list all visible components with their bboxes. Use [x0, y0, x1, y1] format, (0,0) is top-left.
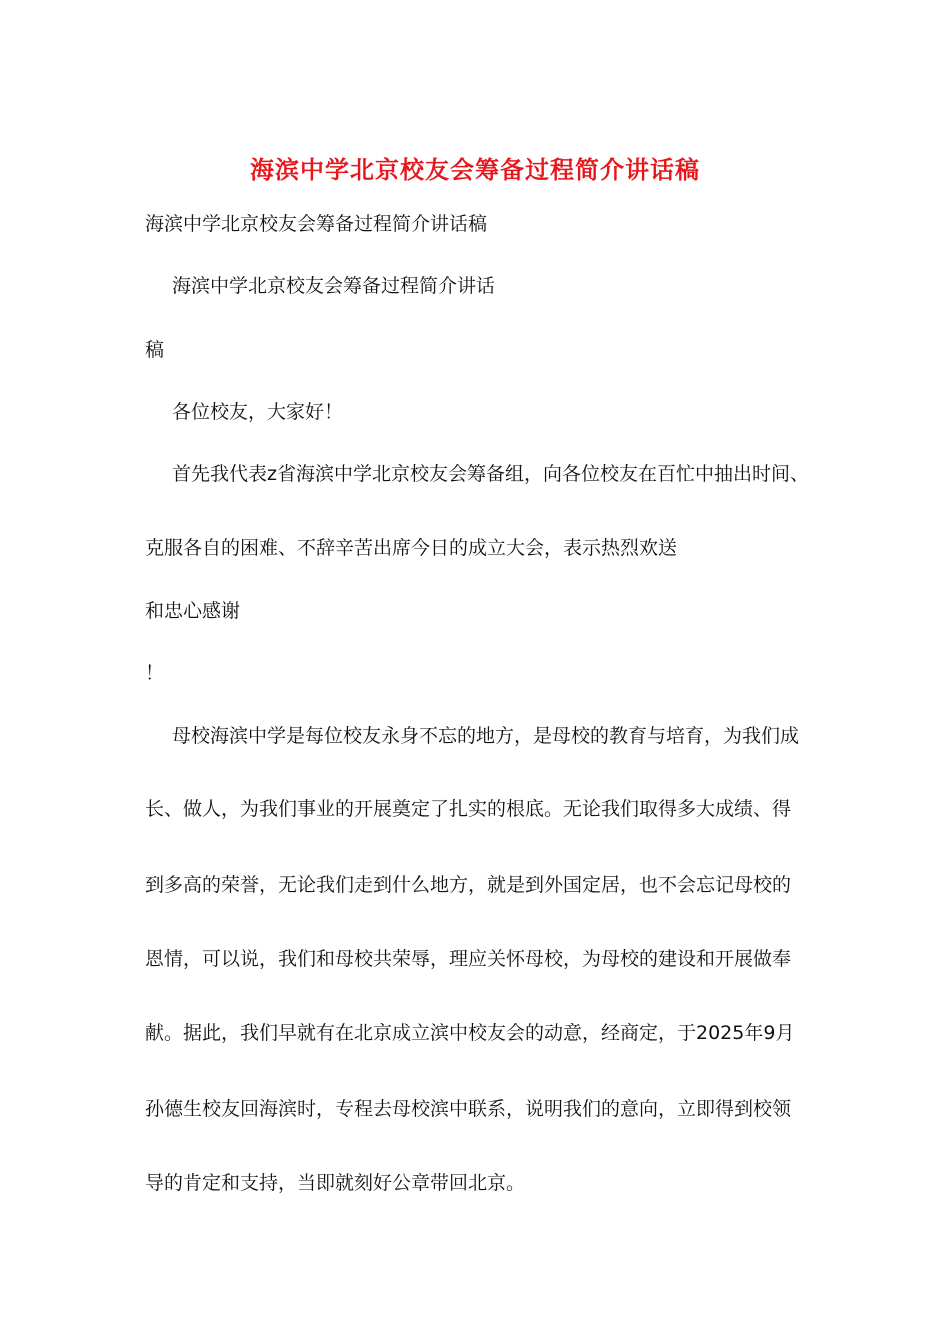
- paragraph-line: 长、做人，为我们事业的开展奠定了扎实的根底。无论我们取得多大成绩、得: [145, 798, 792, 820]
- paragraph-line: 海滨中学北京校友会筹备过程简介讲话: [172, 275, 496, 297]
- paragraph-line: ！: [145, 662, 165, 684]
- paragraph-line: 和忠心感谢: [145, 600, 241, 622]
- paragraph-line: 克服各自的困难、不辞辛苦出席今日的成立大会，表示热烈欢送: [145, 537, 678, 559]
- subtitle-line: 海滨中学北京校友会筹备过程简介讲话稿: [145, 213, 488, 235]
- paragraph-line: 导的肯定和支持，当即就刻好公章带回北京。: [145, 1172, 526, 1194]
- paragraph-line: 到多高的荣誉，无论我们走到什么地方，就是到外国定居，也不会忘记母校的: [145, 874, 792, 896]
- paragraph-line: 母校海滨中学是每位校友永身不忘的地方，是母校的教育与培育，为我们成: [172, 725, 800, 747]
- paragraph-line: 稿: [145, 339, 165, 361]
- document-title: 海滨中学北京校友会筹备过程简介讲话稿: [250, 155, 700, 184]
- paragraph-line: 首先我代表z省海滨中学北京校友会筹备组，向各位校友在百忙中抽出时间、: [172, 463, 809, 485]
- paragraph-line: 恩情，可以说，我们和母校共荣辱，理应关怀母校，为母校的建设和开展做奉: [145, 948, 792, 970]
- paragraph-line: 献。据此，我们早就有在北京成立滨中校友会的动意，经商定，于2025年9月: [145, 1022, 795, 1044]
- paragraph-line: 孙德生校友回海滨时，专程去母校滨中联系，说明我们的意向，立即得到校领: [145, 1098, 792, 1120]
- greeting-line: 各位校友，大家好！: [172, 401, 344, 423]
